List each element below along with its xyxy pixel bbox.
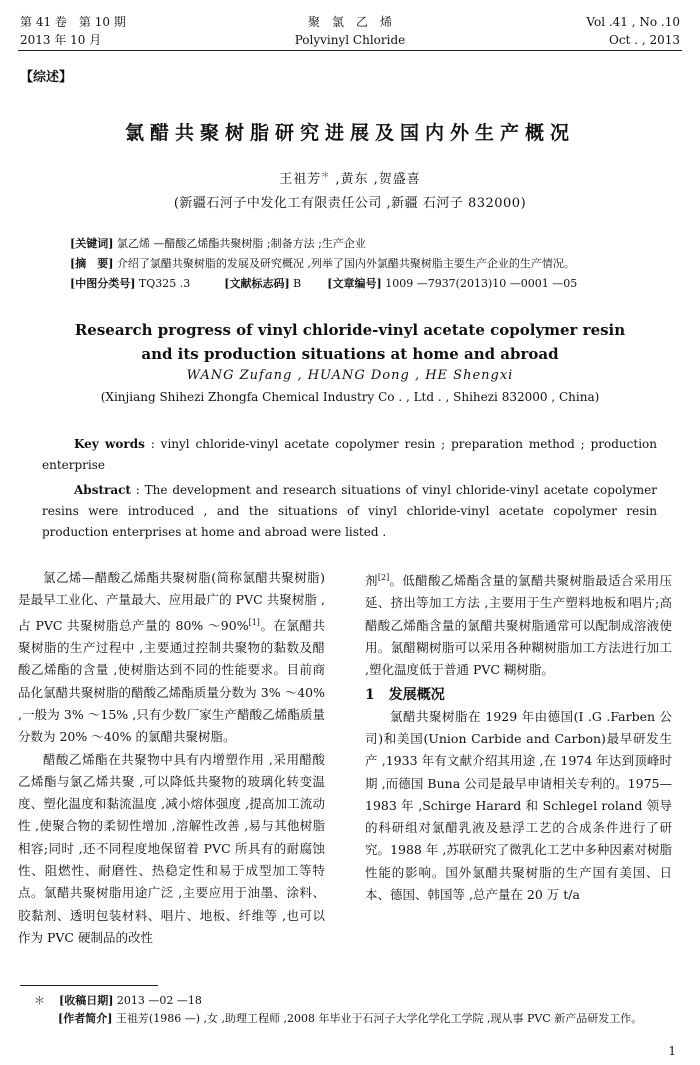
section-tag: 【综述】 [20, 70, 73, 85]
body-column-right [365, 567, 672, 906]
abstract-cn-label: [摘 要] [70, 257, 114, 270]
keywords-cn [70, 236, 366, 252]
keywords-cn-label: [关键词] [70, 237, 114, 250]
article-value: 1009 —7937(2013)10 —0001 —05 [381, 277, 578, 290]
section-heading-1 [365, 684, 672, 706]
title-en [0, 318, 700, 366]
footnote-rule [20, 985, 158, 986]
author-bio-value: 王祖芳(1986 —) ,女 ,助理工程师 ,2008 年毕业于石河子大学化学化工学院 ,现从事 PVC 新产品研发工作。 [112, 1012, 643, 1025]
abstract-en-label: Abstract [74, 483, 131, 497]
header-date-cn: 2013 年 10 月 [20, 33, 102, 47]
title-en-line1: Research progress of vinyl chloride-vinyl acetate copolymer resin [74, 321, 626, 339]
body-left-paragraph-1: 氯乙烯—醋酸乙烯酯共聚树脂(简称氯醋共聚树脂)是最早工业化、产量最大、应用最广的 PVC 共聚树脂 ,占 PVC 共聚树脂总产量的 80% ～90%[1]。在氯醋共聚树脂的生产过程中 ,主要通过控制共聚物的黏数及醋酸乙烯酯的含量 ,使树脂达到不同的性能要求。目前商品化氯醋共聚树脂的醋酸乙烯酯质量分数为 3% ～40% ,一般为 3% ～15% ,只有少数厂家生产醋酸乙烯酯质量分数为 20% ～40% 的氯醋共聚树脂。 [18, 570, 325, 745]
header-volume-cn: 第 41 卷 第 10 期 [20, 15, 126, 29]
affiliation-en: (Xinjiang Shihezi Zhongfa Chemical Industry Co . , Ltd . , Shihezi 832000 , China) [100, 390, 600, 404]
clc-label: [中图分类号] [70, 277, 136, 290]
body-right-paragraph-1: 剂[2]。低醋酸乙烯酯含量的氯醋共聚树脂最适合采用压延、挤出等加工方法 ,主要用于生产塑料地板和唱片;高醋酸乙烯酯含量的氯醋共聚树脂通常可以配制成溶液使用。氯醋糊树脂可以采用各种糊树脂加工方法进行加工 ,塑化温度低于普通 PVC 糊树脂。 [365, 573, 672, 678]
keywords-cn-text: 氯乙烯 —醋酸乙烯酯共聚树脂 ;制备方法 ;生产企业 [113, 237, 366, 250]
header-date-en: Oct . , 2013 [609, 33, 680, 47]
doc-value: B [289, 277, 302, 290]
received-value: 2013 —02 —18 [113, 994, 202, 1007]
footnote-received [20, 992, 680, 1010]
author-bio-label: [作者简介] [58, 1012, 113, 1025]
body-right-paragraph-2: 氯醋共聚树脂在 1929 年由德国(I .G .Farben 公司)和美国(Union Carbide and Carbon)最早研发生产 ,1933 年有文献介绍其用途 ,在 1974 年达到顶峰时期 ,而德国 Buna 公司是最早申请相关专利的。1975—1983 年 ,Schirge Harard 和 Schlegel roland 领导的科研组对氯醋乳液及悬浮工艺的合成条件进行了研究。1988 年 ,苏联研究了微乳化工艺中多种因素对树脂性能的影响。国外氯醋共聚树脂的生产国有美国、日本、德国、韩国等 ,总产量在 20 万 t/a [365, 708, 672, 903]
keywords-en-label: Key words [74, 437, 145, 451]
title-cn: 氯醋共聚树脂研究进展及国内外生产概况 [124, 122, 575, 144]
footnote-mark: ＊ [34, 994, 45, 1007]
header-volume-en: Vol .41 , No .10 [586, 15, 680, 29]
authors-en: WANG Zufang , HUANG Dong , HE Shengxi [186, 368, 514, 383]
body-column-left [18, 567, 325, 949]
abstract-cn [70, 256, 575, 272]
author-mark: ＊ [321, 170, 331, 180]
keywords-en [42, 434, 657, 476]
header-journal-cn: 聚 氯 乙 烯 [307, 15, 392, 29]
classification-line [70, 276, 577, 292]
citation-1: [1] [248, 617, 260, 627]
section-title: 发展概况 [388, 686, 445, 703]
section-number: 1 [365, 686, 375, 703]
received-label: [收稿日期] [59, 994, 114, 1007]
abstract-en-text: : The development and research situations of vinyl chloride-vinyl acetate copolymer resins were introduced , and the situations of vinyl chloride-vinyl acetate copolymer resin production enterprises at home and abroad were listed . [42, 483, 657, 539]
citation-2: [2] [377, 573, 390, 582]
doc-label: [文献标志码] [224, 277, 290, 290]
author-first: 王祖芳 [279, 172, 322, 187]
footnote-author [20, 1010, 680, 1028]
keywords-en-text: : vinyl chloride-vinyl acetate copolymer resin ; preparation method ; production enterprise [42, 437, 657, 472]
body-left-paragraph-2: 醋酸乙烯酯在共聚物中具有内增塑作用 ,采用醋酸乙烯酯与氯乙烯共聚 ,可以降低共聚物的玻璃化转变温度、塑化温度和黏流温度 ,减小熔体强度 ,提高加工流动性 ,使聚合物的柔韧性增加 ,溶解性改善 ,易与其他树脂相容;同时 ,还不同程度地保留着 PVC 所具有的耐腐蚀性、阻燃性、耐磨性、热稳定性和易于成型加工等特点。氯醋共聚树脂用途广泛 ,主要应用于油墨、涂料、胶黏剂、透明包装材料、唱片、地板、纤维等 ,也可以作为 PVC 硬制品的改性 [18, 751, 325, 945]
article-label: [文章编号] [327, 277, 382, 290]
authors-cn [0, 168, 700, 187]
abstract-en [42, 480, 657, 543]
page-number: 1 [668, 1044, 676, 1058]
clc-value: TQ325 .3 [135, 277, 191, 290]
header-rule [18, 50, 682, 51]
author-rest: ,黄东 ,贺盛喜 [330, 172, 421, 187]
title-en-line2: and its production situations at home and abroad [141, 345, 559, 363]
abstract-cn-text: 介绍了氯醋共聚树脂的发展及研究概况 ,列举了国内外氯醋共聚树脂主要生产企业的生产情况。 [113, 257, 575, 270]
affiliation-cn: (新疆石河子中发化工有限责任公司 ,新疆 石河子 832000) [173, 196, 527, 211]
header-journal-en: Polyvinyl Chloride [294, 33, 406, 47]
